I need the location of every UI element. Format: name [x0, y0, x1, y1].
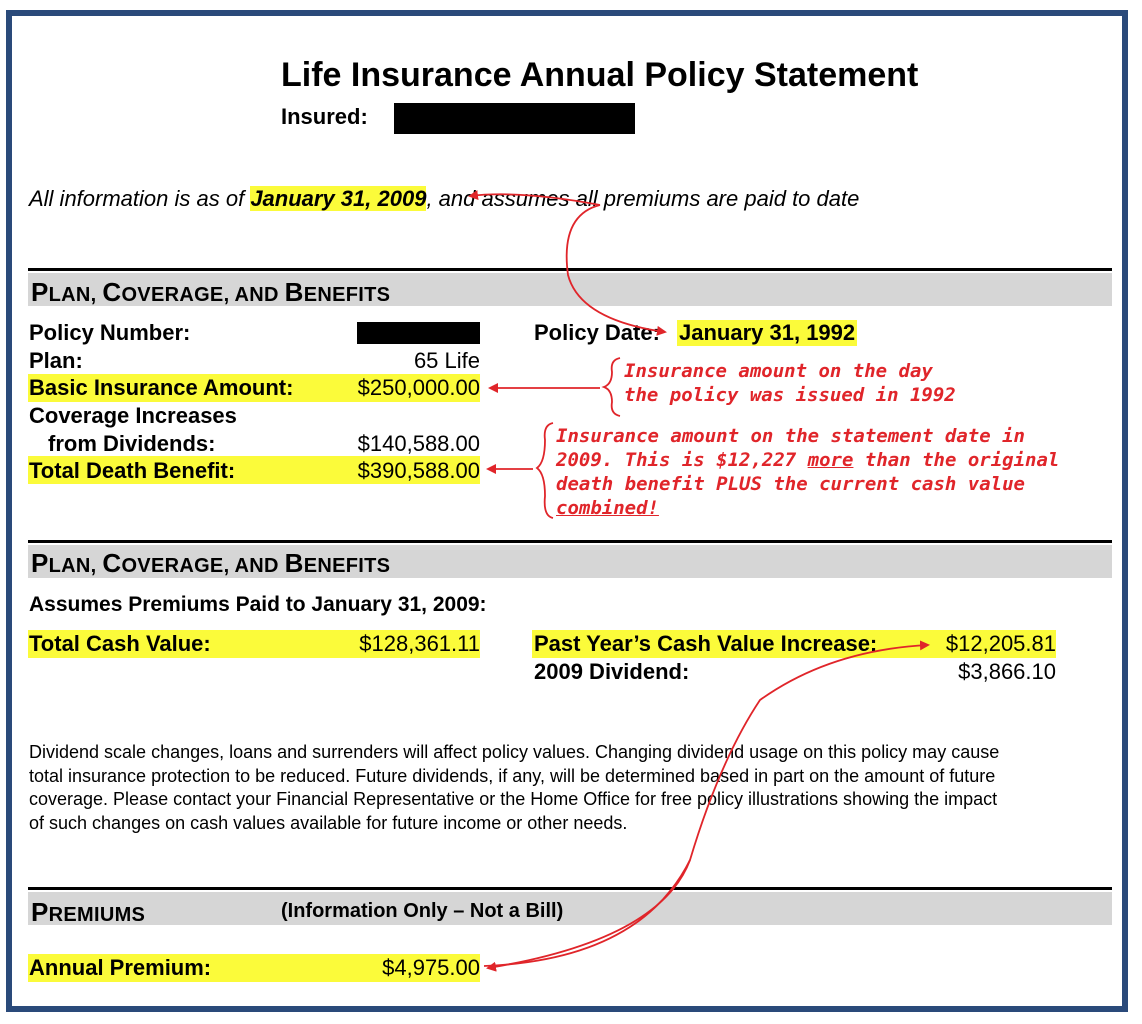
- plan-label: Plan:: [29, 348, 83, 373]
- coverage-value: $140,588.00: [357, 431, 480, 456]
- premiums-info: (Information Only – Not a Bill): [281, 900, 564, 922]
- annual-premium-label: Annual Premium:: [29, 955, 212, 980]
- page-title: Life Insurance Annual Policy Statement: [281, 56, 919, 94]
- note1-brace: [604, 358, 620, 416]
- cash-value-increase-label: Past Year’s Cash Value Increase:: [534, 631, 878, 656]
- total-cash-value: $128,361.11: [359, 631, 480, 656]
- intro-prefix: All information is as of: [29, 186, 251, 211]
- basic-insurance-value: $250,000.00: [357, 375, 480, 400]
- dividend-label: 2009 Dividend:: [534, 659, 690, 684]
- coverage-label-1: Coverage Increases: [29, 403, 237, 428]
- policy-number-label: Policy Number:: [29, 320, 191, 345]
- policy-date-label: Policy Date:: [534, 320, 660, 345]
- coverage-label-2: from Dividends:: [48, 431, 216, 456]
- annotation-note-2: Insurance amount on the statement date in 2009. This is $12,227 more than the original death benefit PLUS the current cash value combined!: [556, 425, 1060, 519]
- policy-date-value: January 31, 1992: [679, 320, 856, 345]
- insured-label: Insured:: [281, 104, 368, 129]
- total-death-benefit-value: $390,588.00: [357, 458, 480, 483]
- plan-value: 65 Life: [413, 348, 480, 373]
- intro-suffix: , and assumes all premiums are paid to date: [426, 186, 860, 211]
- annual-premium-value: $4,975.00: [382, 955, 480, 980]
- assumes-premiums-line: Assumes Premiums Paid to January 31, 2009:: [29, 593, 487, 616]
- total-death-benefit-label: Total Death Benefit:: [29, 458, 236, 483]
- premiums-heading: PREMIUMS: [31, 897, 146, 927]
- date-arrow-to-policy-date: [567, 205, 665, 332]
- date-arrow-to-statement-date: [470, 194, 600, 205]
- note2-brace: [537, 423, 553, 518]
- dividend-value: $3,866.10: [958, 659, 1056, 684]
- basic-insurance-label: Basic Insurance Amount:: [29, 375, 294, 400]
- premium-to-increase-arrow: [484, 645, 928, 966]
- disclaimer-text: Dividend scale changes, loans and surrenders will affect policy values. Changing dividend usage on this policy may cause total insurance protection to be reduced. Future dividends, if any, will be determined based in part on the amount of future coverage. Please contact your Financial Representative or the Home Office for free policy illustrations showing the impact of such changes on cash values available for future income or other needs.: [29, 742, 1000, 833]
- section2-heading: PLAN, COVERAGE, AND BENEFITS: [31, 548, 391, 578]
- increase-to-premium-arrow: [488, 860, 690, 968]
- annotation-note-1: Insurance amount on the day the policy was issued in 1992: [624, 360, 956, 406]
- statement-date: January 31, 2009: [250, 186, 427, 211]
- total-cash-value-label: Total Cash Value:: [29, 631, 211, 656]
- section1-heading: PLAN, COVERAGE, AND BENEFITS: [31, 277, 391, 307]
- cash-value-increase-value: $12,205.81: [945, 631, 1056, 656]
